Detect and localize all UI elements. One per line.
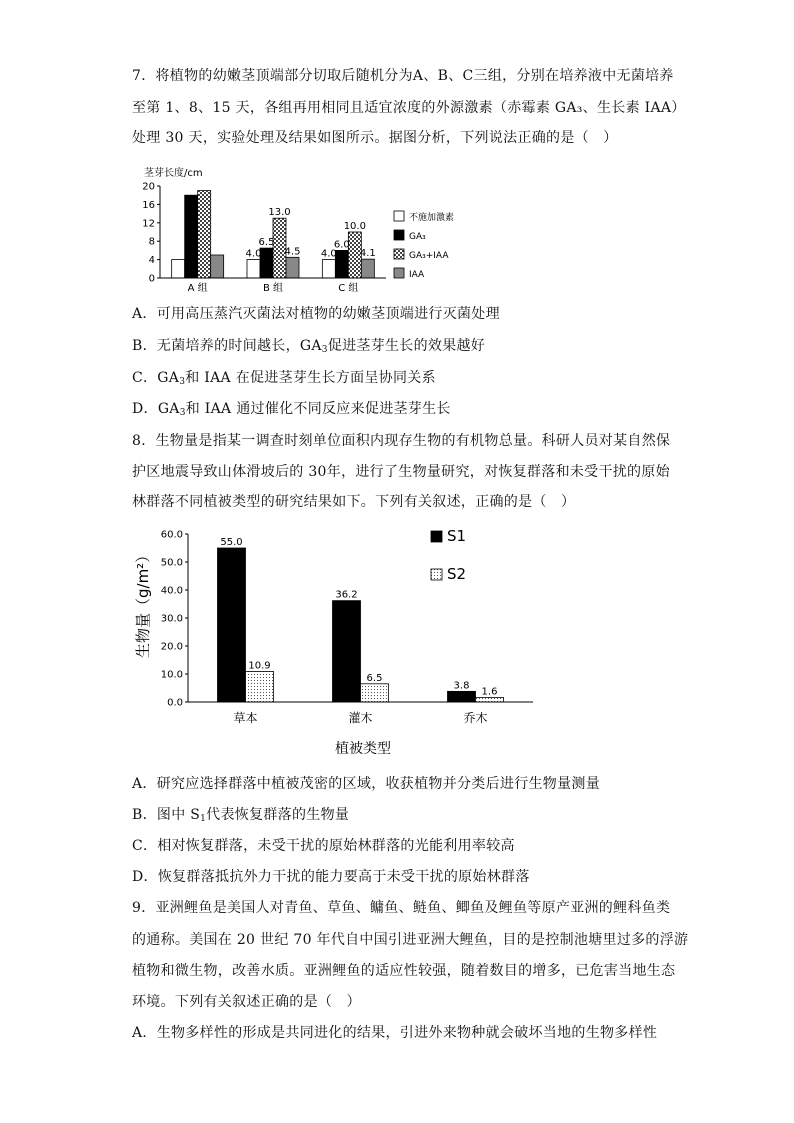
bar <box>286 257 299 278</box>
category-label: 草本 <box>233 711 258 725</box>
legend-swatch <box>394 268 404 278</box>
q7-option-b: B．无菌培养的时间越长，$GA_3$促进茎芽生长的效果越好 <box>132 338 486 355</box>
legend-label: S1 <box>447 527 467 545</box>
q7-line-3: 处理 30 天，实验处理及结果如图所示。据图分析，下列说法正确的是（ ） <box>132 130 618 146</box>
q9-line-2: 的通称。美国在 20 世纪 70 年代自中国引进亚洲大鲤鱼，目的是控制池塘里过多的浮游 <box>132 932 689 948</box>
chart1-y-axis-label: 茎芽长度/cm <box>144 168 203 179</box>
legend-swatch <box>431 531 442 542</box>
bar <box>476 698 504 702</box>
q8-line-3: 林群落不同植被类型的研究结果如下。下列有关叙述，正确的是（ ） <box>132 494 576 510</box>
q7-line-1: 7．将植物的幼嫩茎顶端部分切取后随机分为A、B、C三组，分别在培养液中无菌培养 <box>132 68 674 84</box>
bar <box>333 601 361 702</box>
legend-swatch <box>394 211 404 221</box>
y-tick-label: 30.0 <box>160 613 183 625</box>
bar <box>218 548 246 702</box>
y-tick-label: 4 <box>148 255 155 267</box>
q7-option-d: D．$GA_3$和 IAA 通过催化不同反应来促进茎芽生长 <box>132 401 451 418</box>
bar <box>246 671 274 702</box>
bar <box>198 191 211 278</box>
y-tick-label: 60.0 <box>160 529 183 541</box>
y-tick-label: 20 <box>142 181 155 193</box>
legend-swatch <box>394 230 404 240</box>
biomass-bar-chart <box>128 518 548 763</box>
bar-value-label: 4.5 <box>284 246 301 258</box>
q9-line-4: 环境。下列有关叙述正确的是（ ） <box>132 994 361 1010</box>
q8-line-1: 8．生物量是指某一调查时刻单位面积内现存生物的有机物总量。科研人员对某自然保 <box>132 433 671 449</box>
q7-option-a: A．可用高压蒸汽灭菌法对植物的幼嫩茎顶端进行灭菌处理 <box>132 306 500 322</box>
category-label: C 组 <box>338 283 359 294</box>
y-tick-label: 40.0 <box>160 585 183 597</box>
bar-value-label: 4.0 <box>245 248 262 260</box>
legend-label: GA₃+IAA <box>409 251 449 261</box>
q8-line-2: 护区地震导致山体滑坡后的 30年，进行了生物量研究，对恢复群落和未受干扰的原始 <box>132 464 670 480</box>
bar-value-label: 1.6 <box>481 686 498 698</box>
legend-label: GA₃ <box>409 232 426 242</box>
bar <box>335 250 348 278</box>
legend-label: S2 <box>447 565 467 583</box>
category-label: 乔木 <box>463 711 488 725</box>
bar <box>448 691 476 702</box>
bar-value-label: 13.0 <box>268 207 291 219</box>
legend-swatch <box>394 249 404 259</box>
bar-value-label: 6.0 <box>333 239 350 251</box>
q8-option-a: A．研究应选择群落中植被茂密的区域，收获植物并分类后进行生物量测量 <box>132 776 601 792</box>
bar <box>172 260 185 278</box>
bar <box>260 248 273 278</box>
bar <box>211 255 224 278</box>
y-tick-label: 12 <box>142 218 155 230</box>
bar-value-label: 3.8 <box>453 680 470 692</box>
q9-line-1: 9．亚洲鲤鱼是美国人对青鱼、草鱼、鳙鱼、鲢鱼、鲫鱼及鲤鱼等原产亚洲的鲤科鱼类 <box>132 900 671 916</box>
category-label: A 组 <box>187 283 208 294</box>
bar-value-label: 4.0 <box>320 248 337 260</box>
q7-line-2: 至第 1、8、15 天，各组再用相同且适宜浓度的外源激素（赤霉素 GA₃、生长素 IAA） <box>132 100 686 116</box>
y-tick-label: 8 <box>148 236 155 248</box>
q9-line-3: 植物和微生物，改善水质。亚洲鲤鱼的适应性较强，随着数目的增多，已危害当地生态 <box>132 963 676 979</box>
bar-value-label: 55.0 <box>220 537 243 548</box>
legend-label: 不施加激素 <box>409 213 455 223</box>
q8-option-c: C．相对恢复群落，未受干扰的原始林群落的光能利用率较高 <box>132 838 515 854</box>
y-tick-label: 0 <box>148 273 155 285</box>
bar <box>322 260 335 278</box>
bar <box>185 195 198 278</box>
y-tick-label: 10.0 <box>160 669 183 681</box>
bar <box>361 684 389 702</box>
chart2-x-axis-label: 植被类型 <box>335 741 391 757</box>
q8-option-d: D．恢复群落抵抗外力干扰的能力要高于未受干扰的原始林群落 <box>132 869 530 885</box>
bar-value-label: 4.1 <box>359 248 376 260</box>
bar <box>247 260 260 278</box>
y-tick-label: 16 <box>142 199 155 211</box>
y-tick-label: 0.0 <box>167 697 183 709</box>
category-label: 灌木 <box>348 711 373 725</box>
bar-value-label: 36.2 <box>335 589 358 601</box>
y-tick-label: 20.0 <box>160 641 183 653</box>
bar <box>361 259 374 278</box>
category-label: B 组 <box>262 283 284 294</box>
y-tick-label: 50.0 <box>160 557 183 569</box>
q7-option-c: C．$GA_3$和 IAA 在促进茎芽生长方面呈协同关系 <box>132 370 436 387</box>
q9-option-a: A．生物多样性的形成是共同进化的结果，引进外来物种就会破坏当地的生物多样性 <box>132 1025 658 1041</box>
bar-value-label: 10.9 <box>248 660 271 672</box>
chart2-y-axis-label: 生物量（g/m²） <box>134 547 152 658</box>
hormone-bar-chart <box>136 160 516 295</box>
bar-value-label: 6.5 <box>258 237 275 249</box>
bar-value-label: 10.0 <box>343 221 366 232</box>
legend-swatch <box>431 569 442 580</box>
bar-value-label: 6.5 <box>366 672 383 684</box>
legend-label: IAA <box>409 270 425 280</box>
q8-option-b: B．图中 $S_1$代表恢复群落的生物量 <box>132 807 350 824</box>
